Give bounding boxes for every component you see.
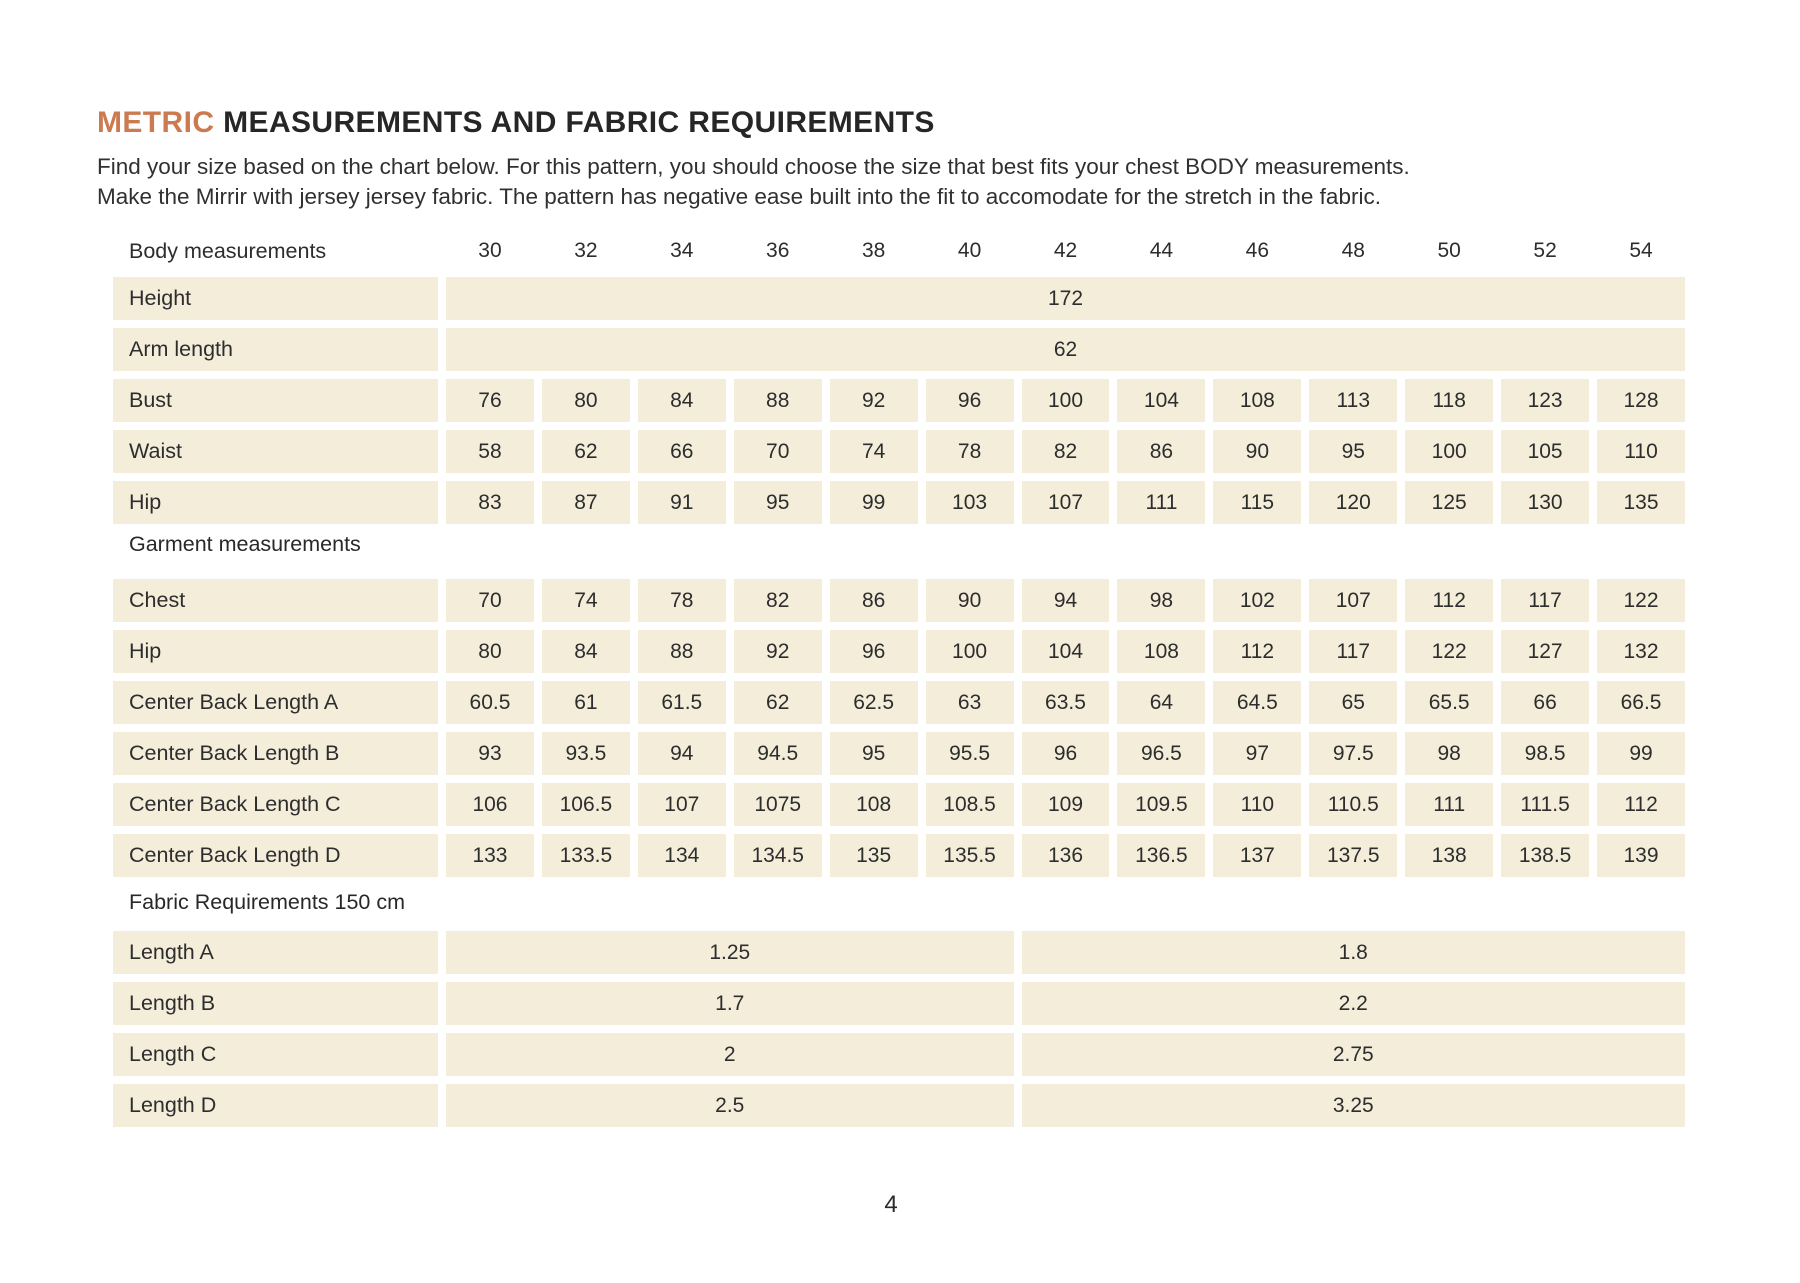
value-cell: 133 — [446, 834, 534, 877]
value-cell: 123 — [1501, 379, 1589, 422]
value-cell: 95.5 — [926, 732, 1014, 775]
value-cell: 135 — [830, 834, 918, 877]
body-merged-rows — [113, 277, 1685, 371]
value-cell: 107 — [1309, 579, 1397, 622]
row-label: Length B — [113, 982, 438, 1025]
value-cell: 102 — [1213, 579, 1301, 622]
value-cell: 80 — [446, 630, 534, 673]
value-cell: 105 — [1501, 430, 1589, 473]
value-cell: 125 — [1405, 481, 1493, 524]
value-cell: 92 — [830, 379, 918, 422]
size-header-label: Body measurements — [129, 238, 327, 263]
table-row — [113, 579, 1685, 622]
value-cell: 65.5 — [1405, 681, 1493, 724]
value-cell: 86 — [1117, 430, 1205, 473]
value-cell: 112 — [1597, 783, 1685, 826]
value-cell: 84 — [638, 379, 726, 422]
table-row — [113, 1033, 1685, 1076]
value-cell: 111 — [1405, 783, 1493, 826]
value-cell: 100 — [1405, 430, 1493, 473]
fabric-value-left-cell: 2.5 — [446, 1084, 1014, 1127]
value-cell: 82 — [1022, 430, 1110, 473]
value-cell: 96 — [1022, 732, 1110, 775]
size-column-header: 40 — [957, 239, 982, 262]
size-column-header: 36 — [766, 239, 790, 262]
value-cell: 100 — [926, 630, 1014, 673]
value-cell: 139 — [1597, 834, 1685, 877]
value-cell: 70 — [446, 579, 534, 622]
value-cell: 66 — [638, 430, 726, 473]
row-label: Chest — [113, 579, 438, 622]
value-cell: 103 — [926, 481, 1014, 524]
value-cell: 115 — [1213, 481, 1301, 524]
value-cell: 91 — [638, 481, 726, 524]
table-row — [113, 630, 1685, 673]
table-row — [113, 834, 1685, 877]
row-label: Center Back Length D — [113, 834, 438, 877]
value-cell: 93.5 — [542, 732, 630, 775]
value-cell: 82 — [734, 579, 822, 622]
value-cell: 74 — [542, 579, 630, 622]
size-column-header: 42 — [1053, 239, 1078, 262]
size-column-header: 44 — [1149, 239, 1174, 262]
value-cell: 110 — [1213, 783, 1301, 826]
garment-section-label: Garment measurements — [129, 532, 361, 556]
table-row — [113, 732, 1685, 775]
size-column-header: 50 — [1437, 239, 1461, 262]
value-cell: 94.5 — [734, 732, 822, 775]
value-cell: 62 — [734, 681, 822, 724]
fabric-section-label: Fabric Requirements 150 cm — [129, 890, 406, 914]
fabric-value-right-cell: 2.2 — [1022, 982, 1685, 1025]
value-cell: 95 — [1309, 430, 1397, 473]
value-cell: 95 — [830, 732, 918, 775]
value-cell: 76 — [446, 379, 534, 422]
value-cell: 122 — [1597, 579, 1685, 622]
value-cell: 92 — [734, 630, 822, 673]
value-cell: 99 — [1597, 732, 1685, 775]
value-cell: 98 — [1405, 732, 1493, 775]
row-label: Length A — [113, 931, 438, 974]
value-cell: 134.5 — [734, 834, 822, 877]
value-cell: 111.5 — [1501, 783, 1589, 826]
table-row — [113, 277, 1685, 320]
value-cell: 60.5 — [446, 681, 534, 724]
table-row — [113, 379, 1685, 422]
value-cell: 65 — [1309, 681, 1397, 724]
value-cell: 138 — [1405, 834, 1493, 877]
value-cell: 134 — [638, 834, 726, 877]
size-column-header: 46 — [1245, 239, 1270, 262]
value-cell: 135.5 — [926, 834, 1014, 877]
value-cell: 107 — [638, 783, 726, 826]
value-cell: 137 — [1213, 834, 1301, 877]
row-label: Length D — [113, 1084, 438, 1127]
fabric-value-left-cell: 1.7 — [446, 982, 1014, 1025]
value-cell: 94 — [1022, 579, 1110, 622]
value-cell: 95 — [734, 481, 822, 524]
value-cell: 66.5 — [1597, 681, 1685, 724]
value-cell: 58 — [446, 430, 534, 473]
row-label: Hip — [113, 630, 438, 673]
size-column-header: 48 — [1341, 239, 1365, 262]
row-label: Length C — [113, 1033, 438, 1076]
value-cell: 84 — [542, 630, 630, 673]
value-cell: 128 — [1597, 379, 1685, 422]
value-cell: 118 — [1405, 379, 1493, 422]
size-table — [113, 230, 1685, 1127]
value-cell: 117 — [1501, 579, 1589, 622]
value-cell: 133.5 — [542, 834, 630, 877]
value-cell: 108 — [1117, 630, 1205, 673]
merged-value-cell: 62 — [446, 328, 1685, 371]
value-cell: 96 — [926, 379, 1014, 422]
value-cell: 127 — [1501, 630, 1589, 673]
value-cell: 108.5 — [926, 783, 1014, 826]
value-cell: 98.5 — [1501, 732, 1589, 775]
value-cell: 96.5 — [1117, 732, 1205, 775]
value-cell: 83 — [446, 481, 534, 524]
table-row — [113, 783, 1685, 826]
page-number: 4 — [884, 1191, 898, 1218]
value-cell: 88 — [734, 379, 822, 422]
row-label: Center Back Length A — [113, 681, 438, 724]
value-cell: 117 — [1309, 630, 1397, 673]
value-cell: 90 — [926, 579, 1014, 622]
fabric-value-right-cell: 2.75 — [1022, 1033, 1685, 1076]
page-title-rest: MEASUREMENTS AND FABRIC REQUIREMENTS — [223, 106, 935, 139]
value-cell: 62.5 — [830, 681, 918, 724]
value-cell: 109 — [1022, 783, 1110, 826]
size-column-header: 32 — [574, 239, 598, 262]
value-cell: 138.5 — [1501, 834, 1589, 877]
value-cell: 111 — [1117, 481, 1205, 524]
value-cell: 97.5 — [1309, 732, 1397, 775]
value-cell: 108 — [1213, 379, 1301, 422]
size-column-header: 30 — [478, 239, 502, 262]
value-cell: 112 — [1405, 579, 1493, 622]
value-cell: 90 — [1213, 430, 1301, 473]
fabric-value-right-cell: 3.25 — [1022, 1084, 1685, 1127]
value-cell: 96 — [830, 630, 918, 673]
value-cell: 63.5 — [1022, 681, 1110, 724]
value-cell: 87 — [542, 481, 630, 524]
page-content — [97, 106, 1685, 1219]
value-cell: 107 — [1022, 481, 1110, 524]
value-cell: 136.5 — [1117, 834, 1205, 877]
value-cell: 97 — [1213, 732, 1301, 775]
table-row — [113, 931, 1685, 974]
value-cell: 106 — [446, 783, 534, 826]
value-cell: 104 — [1117, 379, 1205, 422]
intro-line-2: Make the Mirrir with jersey jersey fabric. The pattern has negative ease built into the fit to accomodate for the stretch in the fabric. — [97, 184, 1381, 209]
value-cell: 100 — [1022, 379, 1110, 422]
value-cell: 108 — [830, 783, 918, 826]
value-cell: 93 — [446, 732, 534, 775]
value-cell: 64 — [1117, 681, 1205, 724]
size-header-row — [113, 230, 1685, 272]
value-cell: 106.5 — [542, 783, 630, 826]
value-cell: 109.5 — [1117, 783, 1205, 826]
value-cell: 98 — [1117, 579, 1205, 622]
table-row — [113, 430, 1685, 473]
value-cell: 64.5 — [1213, 681, 1301, 724]
fabric-value-left-cell: 2 — [446, 1033, 1014, 1076]
value-cell: 61 — [542, 681, 630, 724]
value-cell: 110 — [1597, 430, 1685, 473]
value-cell: 86 — [830, 579, 918, 622]
value-cell: 136 — [1022, 834, 1110, 877]
value-cell: 110.5 — [1309, 783, 1397, 826]
row-label: Bust — [113, 379, 438, 422]
table-row — [113, 328, 1685, 371]
value-cell: 63 — [926, 681, 1014, 724]
size-column-header: 52 — [1533, 239, 1557, 262]
page-title-highlight: METRIC — [97, 106, 215, 139]
value-cell: 122 — [1405, 630, 1493, 673]
intro-line-1: Find your size based on the chart below. For this pattern, you should choose the size that best fits your chest BODY measurements. — [97, 154, 1410, 179]
table-row — [113, 1084, 1685, 1127]
value-cell: 1075 — [734, 783, 822, 826]
value-cell: 130 — [1501, 481, 1589, 524]
fabric-value-right-cell: 1.8 — [1022, 931, 1685, 974]
row-label: Height — [113, 277, 438, 320]
value-cell: 80 — [542, 379, 630, 422]
value-cell: 74 — [830, 430, 918, 473]
size-column-header: 34 — [670, 239, 694, 262]
value-cell: 99 — [830, 481, 918, 524]
merged-value-cell: 172 — [446, 277, 1685, 320]
value-cell: 104 — [1022, 630, 1110, 673]
fabric-requirement-rows — [113, 931, 1685, 1127]
row-label: Waist — [113, 430, 438, 473]
body-measurement-rows — [113, 379, 1685, 524]
row-label: Center Back Length B — [113, 732, 438, 775]
row-label: Center Back Length C — [113, 783, 438, 826]
size-column-header: 54 — [1629, 239, 1653, 262]
fabric-value-left-cell: 1.25 — [446, 931, 1014, 974]
size-column-header: 38 — [861, 239, 886, 262]
row-label: Arm length — [113, 328, 438, 371]
page-title — [97, 106, 1685, 140]
value-cell: 78 — [638, 579, 726, 622]
garment-measurement-rows — [113, 579, 1685, 877]
value-cell: 132 — [1597, 630, 1685, 673]
value-cell: 113 — [1309, 379, 1397, 422]
table-row — [113, 681, 1685, 724]
value-cell: 70 — [734, 430, 822, 473]
table-row — [113, 982, 1685, 1025]
value-cell: 61.5 — [638, 681, 726, 724]
value-cell: 112 — [1213, 630, 1301, 673]
value-cell: 62 — [542, 430, 630, 473]
value-cell: 78 — [926, 430, 1014, 473]
value-cell: 137.5 — [1309, 834, 1397, 877]
value-cell: 135 — [1597, 481, 1685, 524]
value-cell: 120 — [1309, 481, 1397, 524]
table-row — [113, 481, 1685, 524]
row-label: Hip — [113, 481, 438, 524]
value-cell: 94 — [638, 732, 726, 775]
value-cell: 88 — [638, 630, 726, 673]
value-cell: 66 — [1501, 681, 1589, 724]
